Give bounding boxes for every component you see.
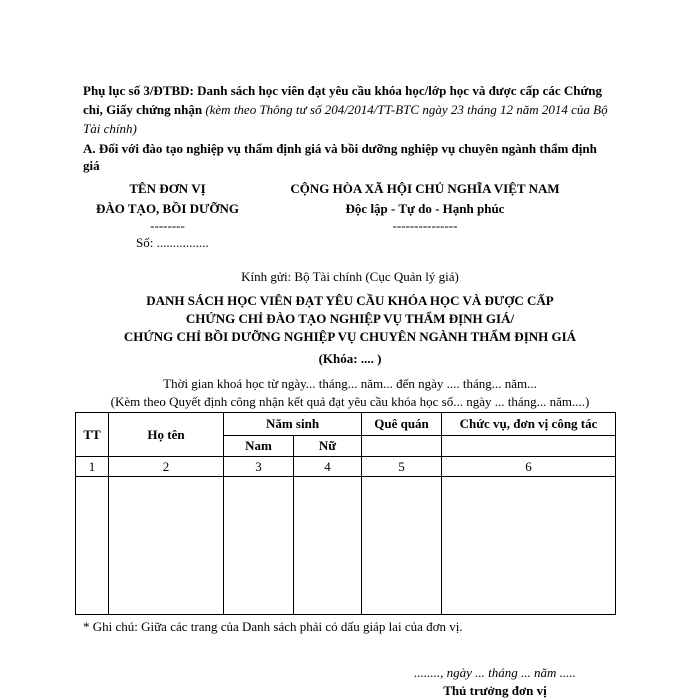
student-list-table [75,412,616,615]
unit-name-line1: TÊN ĐƠN VỊ [129,181,206,196]
index-cell: 4 [294,457,362,477]
header-birth-year: Năm sinh [224,413,362,436]
index-cell: 5 [362,457,442,477]
index-cell: 6 [442,457,616,477]
header-hometown: Quê quán [362,413,442,436]
header-male: Nam [224,436,294,457]
empty-cell [224,477,294,615]
section-a-heading: A. Đối với đào tạo nghiệp vụ thẩm định giá và bồi dưỡng nghiệp vụ chuyên ngành thẩm định giá [83,141,597,173]
appendix-label: Phụ lục số 3/ĐTBD: Danh sách học viên đạt yêu cầu khóa học/lớp học và được cấp các Chứng chỉ, Giấy chứng nhận [83,83,603,117]
course-label: (Khóa: .... ) [318,351,382,366]
title-line1: DANH SÁCH HỌC VIÊN ĐẠT YÊU CẦU KHÓA HỌC VÀ ĐƯỢC CẤP [146,293,554,308]
signature-date: ........, ngày ... tháng ... năm ..... [414,665,576,680]
course-time-line: Thời gian khoá học từ ngày... tháng... năm... đến ngày .... tháng... năm... [163,376,537,391]
empty-cell [109,477,224,615]
course-period [0,375,700,411]
index-cell: 2 [109,457,224,477]
national-motto: Độc lập - Tự do - Hạnh phúc [345,201,505,216]
header-position-blank [442,436,616,457]
table-index-row [76,457,616,477]
unit-separator: -------- [150,218,185,233]
table-empty-row [76,477,616,615]
empty-cell [442,477,616,615]
header-hometown-blank [362,436,442,457]
table-header-row [76,413,616,436]
header-position: Chức vụ, đơn vị công tác [442,413,616,436]
document-number: Số: ................ [136,235,209,250]
index-cell: 3 [224,457,294,477]
issuing-unit-block [80,179,255,253]
footnote: * Ghi chú: Giữa các trang của Danh sách phải có dấu giáp lai của đơn vị. [83,619,463,634]
empty-cell [362,477,442,615]
unit-name-line2: ĐÀO TẠO, BỒI DƯỠNG [95,201,239,216]
national-header [275,179,575,233]
appendix-heading [83,81,608,138]
header-female: Nữ [294,436,362,457]
empty-cell [294,477,362,615]
recipient-line: Kính gửi: Bộ Tài chính (Cục Quản lý giá) [241,269,459,284]
document-title [80,292,620,346]
appendix-legal-reference: (kèm theo Thông tư số 204/2014/TT-BTC ngày 23 tháng 12 năm 2014 của Bộ Tài chính) [83,102,608,136]
index-cell: 1 [76,457,109,477]
country-name: CỘNG HÒA XÃ HỘI CHỦ NGHĨA VIỆT NAM [290,181,560,196]
title-line2: CHỨNG CHỈ ĐÀO TẠO NGHIỆP VỤ THẨM ĐỊNH GIÁ/ [185,311,515,326]
header-tt: TT [76,413,109,457]
title-line3: CHỨNG CHỈ BỒI DƯỠNG NGHIỆP VỤ CHUYÊN NGÀNH THẨM ĐỊNH GIÁ [123,329,577,344]
signature-role: Thủ trưởng đơn vị [443,683,547,698]
header-full-name: Họ tên [109,413,224,457]
national-separator: --------------- [392,218,458,233]
decision-reference-line: (Kèm theo Quyết định công nhận kết quả đạt yêu cầu khóa học số... ngày ... tháng... năm....) [110,394,590,409]
empty-cell [76,477,109,615]
